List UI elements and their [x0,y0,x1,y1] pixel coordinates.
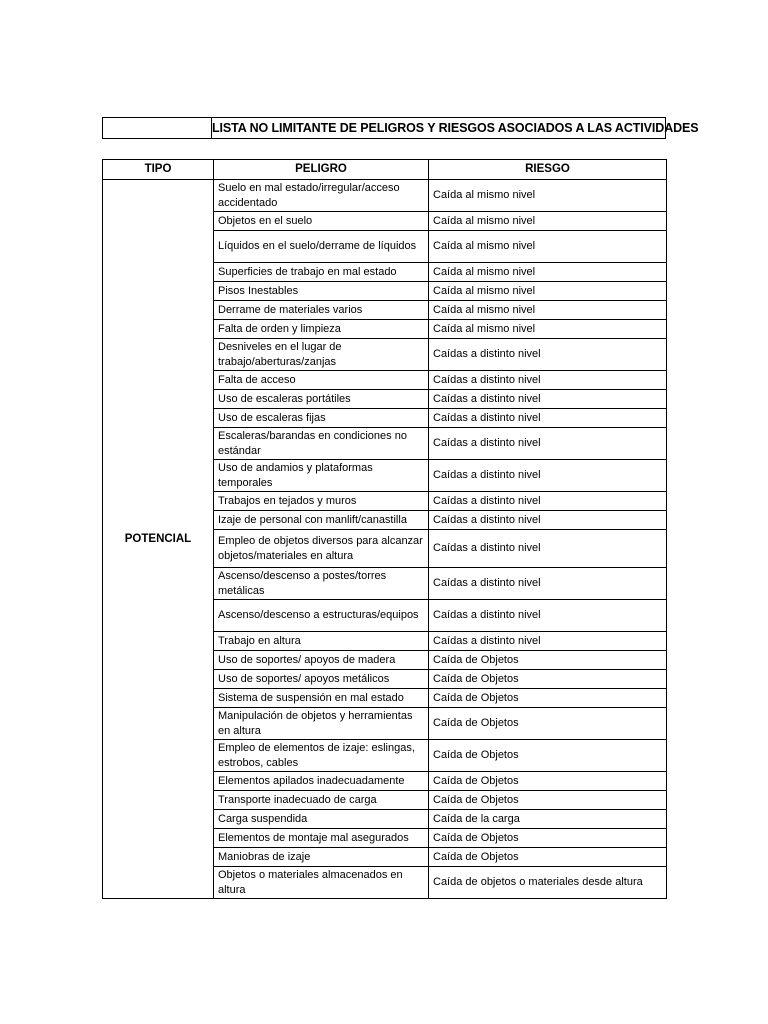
riesgo-cell: Caída de Objetos [429,740,667,772]
riesgo-cell: Caída al mismo nivel [429,263,667,282]
riesgo-cell: Caídas a distinto nivel [429,492,667,511]
riesgo-cell: Caídas a distinto nivel [429,371,667,390]
peligro-cell: Objetos en el suelo [214,212,429,231]
riesgo-cell: Caída de Objetos [429,708,667,740]
title-blank-cell [103,118,212,139]
riesgo-cell: Caídas a distinto nivel [429,568,667,600]
riesgo-cell: Caída de Objetos [429,670,667,689]
peligro-cell: Manipulación de objetos y herramientas en altura [214,708,429,740]
peligro-cell: Uso de escaleras portátiles [214,390,429,409]
peligro-cell: Izaje de personal con manlift/canastilla [214,511,429,530]
peligro-cell: Trabajo en altura [214,632,429,651]
title-table [102,117,699,139]
peligro-cell: Trabajos en tejados y muros [214,492,429,511]
riesgo-cell: Caída de la carga [429,810,667,829]
header-peligro: PELIGRO [214,160,429,180]
riesgo-cell: Caídas a distinto nivel [429,632,667,651]
header-riesgo: RIESGO [429,160,667,180]
table-body [103,180,667,899]
peligro-cell: Sistema de suspensión en mal estado [214,689,429,708]
riesgo-cell: Caída de Objetos [429,772,667,791]
table-row [103,180,667,212]
peligro-cell: Derrame de materiales varios [214,301,429,320]
peligro-cell: Ascenso/descenso a estructuras/equipos [214,600,429,632]
peligro-cell: Escaleras/barandas en condiciones no estándar [214,428,429,460]
riesgo-cell: Caída al mismo nivel [429,180,667,212]
header-row [103,160,667,180]
peligro-cell: Elementos de montaje mal asegurados [214,829,429,848]
riesgo-cell: Caída al mismo nivel [429,282,667,301]
peligro-cell: Desniveles en el lugar de trabajo/aberturas/zanjas [214,339,429,371]
peligro-cell: Uso de soportes/ apoyos de madera [214,651,429,670]
riesgo-cell: Caída al mismo nivel [429,301,667,320]
peligro-cell: Carga suspendida [214,810,429,829]
tipo-cell: POTENCIAL [103,180,214,899]
peligro-cell: Líquidos en el suelo/derrame de líquidos [214,231,429,263]
peligro-cell: Superficies de trabajo en mal estado [214,263,429,282]
title-row [103,118,666,139]
peligro-cell: Pisos Inestables [214,282,429,301]
peligro-cell: Elementos apilados inadecuadamente [214,772,429,791]
riesgo-cell: Caída de objetos o materiales desde altura [429,867,667,899]
riesgo-cell: Caída de Objetos [429,651,667,670]
riesgo-cell: Caídas a distinto nivel [429,530,667,568]
riesgo-cell: Caídas a distinto nivel [429,409,667,428]
peligro-cell: Objetos o materiales almacenados en altura [214,867,429,899]
riesgo-cell: Caída al mismo nivel [429,231,667,263]
peligro-cell: Falta de acceso [214,371,429,390]
riesgo-cell: Caída de Objetos [429,791,667,810]
peligro-cell: Empleo de elementos de izaje: eslingas, estrobos, cables [214,740,429,772]
peligro-cell: Transporte inadecuado de carga [214,791,429,810]
peligro-cell: Empleo de objetos diversos para alcanzar objetos/materiales en altura [214,530,429,568]
peligro-cell: Suelo en mal estado/irregular/acceso accidentado [214,180,429,212]
riesgo-cell: Caídas a distinto nivel [429,339,667,371]
riesgo-cell: Caída de Objetos [429,829,667,848]
riesgo-cell: Caída al mismo nivel [429,212,667,231]
riesgo-cell: Caída de Objetos [429,689,667,708]
riesgo-cell: Caídas a distinto nivel [429,511,667,530]
riesgo-cell: Caída de Objetos [429,848,667,867]
riesgo-cell: Caídas a distinto nivel [429,600,667,632]
peligro-cell: Maniobras de izaje [214,848,429,867]
peligro-cell: Uso de andamios y plataformas temporales [214,460,429,492]
document-title: LISTA NO LIMITANTE DE PELIGROS Y RIESGOS ASOCIADOS A LAS ACTIVIDADES [212,118,666,139]
header-tipo: TIPO [103,160,214,180]
peligro-cell: Uso de soportes/ apoyos metálicos [214,670,429,689]
hazard-risk-table [102,159,667,899]
peligro-cell: Falta de orden y limpieza [214,320,429,339]
riesgo-cell: Caídas a distinto nivel [429,390,667,409]
riesgo-cell: Caídas a distinto nivel [429,428,667,460]
riesgo-cell: Caídas a distinto nivel [429,460,667,492]
peligro-cell: Uso de escaleras fijas [214,409,429,428]
riesgo-cell: Caída al mismo nivel [429,320,667,339]
peligro-cell: Ascenso/descenso a postes/torres metálicas [214,568,429,600]
